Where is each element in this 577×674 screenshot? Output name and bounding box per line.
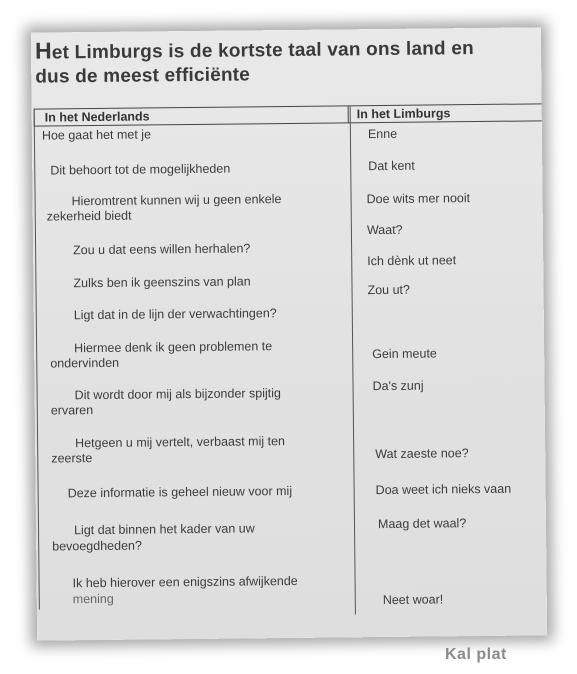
dutch-phrase: bevoegdheden? <box>52 538 142 554</box>
limburgs-phrase: Maag det waal? <box>377 516 467 532</box>
dutch-phrase: zekerheid biedt <box>46 208 132 224</box>
limburgs-phrase: Ich dènk ut neet <box>367 253 457 269</box>
header-limburgs: In het Limburgs <box>348 104 548 123</box>
dutch-phrase: Ligt dat in de lijn der verwachtingen? <box>73 306 277 323</box>
title-big-letter: H <box>34 37 52 64</box>
title-line-2: dus de meest efficiënte <box>35 64 251 88</box>
dutch-phrase: Hiermee denk ik geen problemen te <box>74 339 273 356</box>
limburgs-phrase: Da's zunj <box>372 378 424 394</box>
dutch-phrase: Zulks ben ik geenszins van plan <box>73 274 251 291</box>
title-line-1 <box>35 33 535 65</box>
dutch-phrase: Hieromtrent kunnen wij u geen enkele <box>71 192 282 209</box>
limburgs-phrase: Dat kent <box>368 158 415 174</box>
document-title <box>35 33 536 89</box>
dutch-phrase: ondervinden <box>50 355 120 371</box>
dutch-phrase: Ligt dat binnen het kader van uw <box>73 521 255 538</box>
title-line-1-text: et Limburgs is de kortste taal van ons land en <box>51 38 474 64</box>
watermark-caption: Kal plat <box>445 646 507 663</box>
table-column-divider <box>350 106 356 614</box>
dutch-phrase: Hoe gaat het met je <box>41 127 152 143</box>
dutch-phrase: Zou u dat eens willen herhalen? <box>73 241 251 258</box>
limburgs-phrase: Doa weet ich nieks vaan <box>375 481 512 498</box>
dutch-phrase: Dit wordt door mij als bijzonder spijtig <box>74 386 282 403</box>
dutch-phrase: Hetgeen u mij vertelt, verbaast mij ten <box>75 434 286 451</box>
limburgs-phrase: Gein meute <box>372 346 437 362</box>
limburgs-phrase: Doe wits mer nooit <box>366 191 471 207</box>
limburgs-phrase: Waat? <box>366 222 403 238</box>
paper-sheet <box>31 27 547 640</box>
limburgs-phrase: Zou ut? <box>367 282 411 298</box>
dutch-phrase: zeerste <box>51 451 93 466</box>
limburgs-phrase: Enne <box>367 126 398 142</box>
dutch-phrase: ervaren <box>50 403 94 418</box>
header-dutch: In het Nederlands <box>34 106 348 126</box>
dutch-phrase: Deze informatie is geheel nieuw voor mij <box>67 483 293 501</box>
dutch-phrase: Ik heb hierover een enigszins afwijkende <box>72 573 298 591</box>
dutch-phrase: Dit behoort tot de mogelijkheden <box>50 161 231 178</box>
translation-table <box>34 103 548 619</box>
dutch-phrase: mening <box>72 591 114 607</box>
limburgs-phrase: Wat zaeste noe? <box>375 446 469 462</box>
limburgs-phrase: Neet woar! <box>382 592 444 608</box>
